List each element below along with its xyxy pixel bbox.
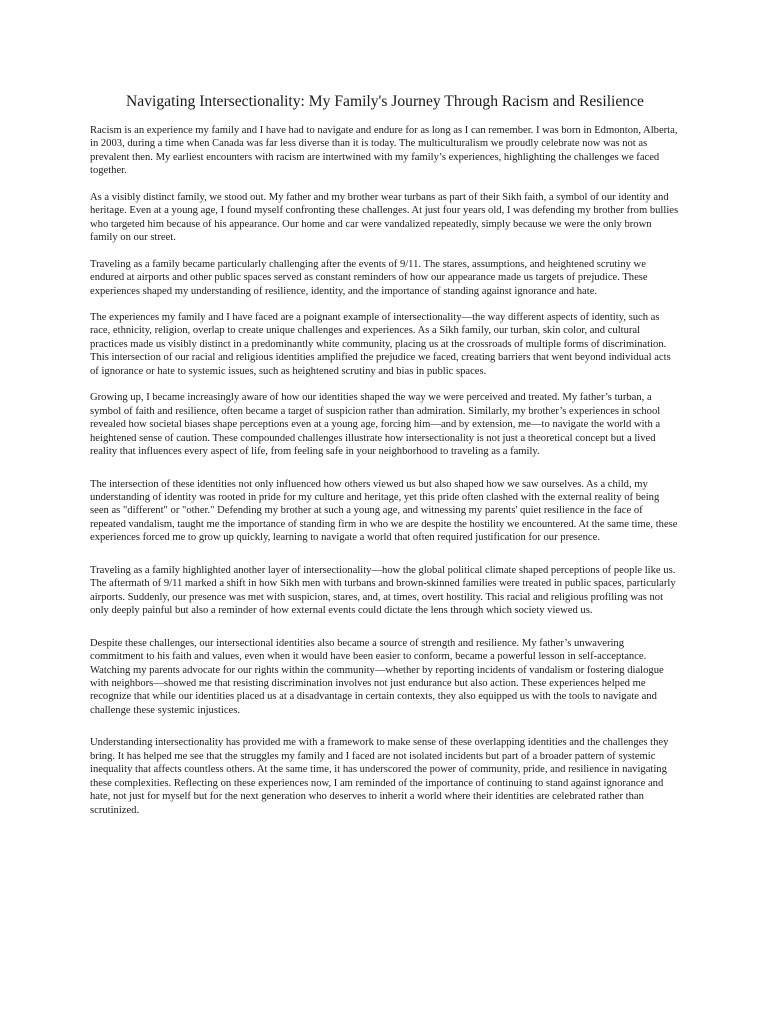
paragraph-9: Understanding intersectionality has provided me with a framework to make sense of these overlapping identities and the challenges they bring. It has helped me see that the struggles my family and I faced are not isolated incidents but part of a broader pattern of systemic inequality that affects countless others. At the same time, it has underscored the power of community, pride, and resilience in navigating these complexities. Reflecting on these experiences now, I am reminded of the importance of continuing to stand against ignorance and hate, not just for myself but for the next generation who deserves to inherit a world where their identities are celebrated rather than scrutinized. [90,737,669,816]
paragraph-3: Traveling as a family became particularly challenging after the events of 9/11. The stares, assumptions, and heightened scrutiny we endured at airports and other public spaces served as constant reminders of how our appearance made us targets of prejudice. These experiences shaped my understanding of resilience, identity, and the importance of standing against ignorance and hate. [90,258,648,297]
paragraph-8: Despite these challenges, our intersectional identities also became a source of strength and resilience. My father’s unwavering commitment to his faith and values, even when it would have been easier to conform, became a powerful lesson in self-acceptance. Watching my parents advocate for our rights within the community—whether by reporting incidents of vandalism or fostering dialogue with neighbors—showed me that resisting discrimination involves not just endurance but also action. These experiences helped me recognize that while our identities placed us at a disadvantage in certain contexts, they also equipped us with the tools to navigate and challenge these systemic injustices. [90,637,664,716]
document-title: Navigating Intersectionality: My Family's Journey Through Racism and Resilience [126,93,644,110]
document-page [90,92,680,817]
paragraph-1: Racism is an experience my family and I have had to navigate and endure for as long as I can remember. I was born in Edmonton, Alberta, in 2003, during a time when Canada was far less diverse than it is today. The multiculturalism we proudly celebrate now was not as prevalent then. My earliest encounters with racism are intertwined with my family’s experiences, highlighting the challenges we faced together. [90,125,678,177]
paragraph-7: Traveling as a family highlighted another layer of intersectionality—how the global political climate shaped perceptions of people like us. The aftermath of 9/11 marked a shift in how Sikh men with turbans and brown-skinned families were treated in public spaces, particularly airports. Suddenly, our presence was met with suspicion, stares, and, at times, overt hostility. This racial and religious profiling was not only deeply painful but also a reminder of how external events could dictate the lens through which society viewed us. [90,564,676,617]
paragraph-2: As a visibly distinct family, we stood out. My father and my brother wear turbans as part of their Sikh faith, a symbol of our identity and heritage. Even at a young age, I found myself confronting these challenges. At just four years old, I was defending my brother from bullies who targeted him because of his appearance. Our home and car were vandalized repeatedly, simply because we were the only brown family on our street. [90,191,679,244]
paragraph-6: The intersection of these identities not only influenced how others viewed us but also shaped how we saw ourselves. As a child, my understanding of identity was rooted in pride for my culture and heritage, yet this pride often clashed with the external reality of being seen as "different" or "other." Defending my brother at such a young age, and witnessing my parents' quiet resilience in the face of repeated vandalism, taught me the importance of standing firm in who we are despite the hostility we encountered. At the same time, these experiences forced me to grow up quickly, learning to navigate a world that often required justification for our presence. [90,478,678,544]
paragraph-5: Growing up, I became increasingly aware of how our identities shaped the way we were perceived and treated. My father’s turban, a symbol of faith and resilience, often became a target of suspicion rather than admiration. Similarly, my brother’s experiences in school revealed how societal biases shape perceptions even at a young age, forcing him—and by extension, me—to navigate the world with a heightened sense of caution. These compounded challenges illustrate how intersectionality is not just a theoretical concept but a lived reality that influences every aspect of life, from feeling safe in your neighborhood to traveling as a family. [90,392,661,458]
paragraph-4: The experiences my family and I have faced are a poignant example of intersectionality—the way different aspects of identity, such as race, ethnicity, religion, overlap to create unique challenges and experiences. As a Sikh family, our turban, skin color, and cultural practices made us visibly distinct in a predominantly white community, placing us at the crossroads of multiple forms of discrimination. This intersection of our racial and religious identities amplified the prejudice we faced, creating barriers that went beyond individual acts of ignorance or hate to systemic issues, such as heightened scrutiny and bias in public spaces. [90,311,671,377]
